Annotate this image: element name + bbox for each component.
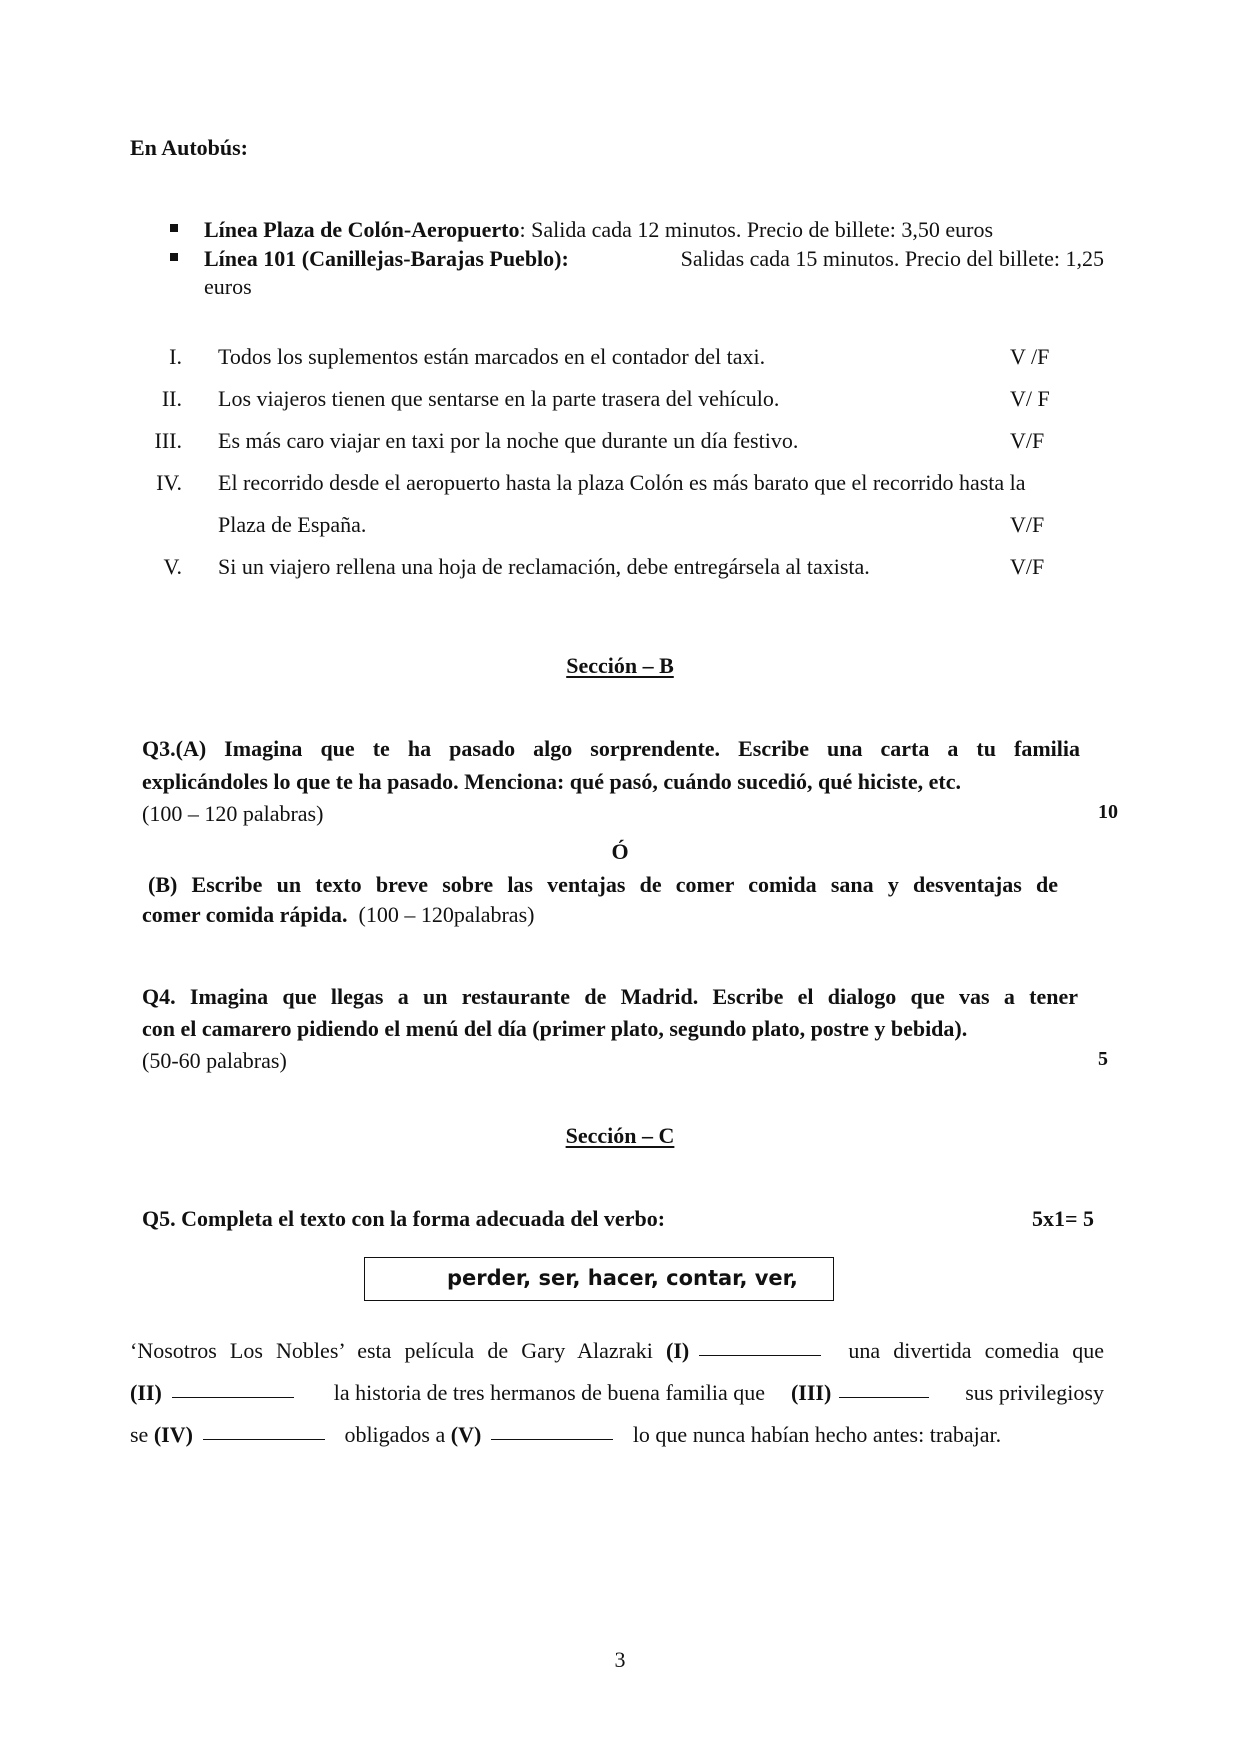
verb-word-box [364,1257,834,1301]
cloze-text: una divertida comedia que [848,1338,1105,1363]
bus-line-2 [204,246,1104,272]
blank-4[interactable] [203,1438,325,1440]
q3a-word-count: (100 – 120 palabras) [142,801,324,826]
verb-list: perder, ser, hacer, contar, ver, [447,1266,798,1290]
blank-1[interactable] [699,1354,821,1356]
cloze-line-3 [130,1422,1001,1448]
blank-2[interactable] [172,1396,294,1398]
statement-text: El recorrido desde el aeropuerto hasta la plaza Colón es más barato que el recorrido hasta la [218,470,1026,495]
q3b-line-1: (B) Escribe un texto breve sobre las ventajas de comer comida sana y desventajas de [148,872,1058,897]
cloze-text: ‘Nosotros Los Nobles’ esta película de Gary Alazraki [130,1338,653,1363]
q5-marks: 5x1= 5 [1032,1206,1095,1231]
statement-text: Todos los suplementos están marcados en el contador del taxi. [218,344,766,369]
q4-word-count: (50-60 palabras) [142,1048,287,1073]
q3a-line-1: Q3.(A) Imagina que te ha pasado algo sorprendente. Escribe una carta a tu familia [142,736,1080,761]
cloze-text: sus privilegiosy [965,1380,1104,1405]
true-false-option: V/F [1010,554,1045,579]
page-number: 3 [614,1647,626,1672]
bus-line-1-name: Línea Plaza de Colón-Aeropuerto [204,217,520,242]
bus-line-2-name: Línea 101 (Canillejas-Barajas Pueblo): [204,246,569,271]
statement-number: V. [163,554,182,579]
true-false-option: V/ F [1010,386,1050,411]
true-false-option: V/F [1010,512,1045,537]
q3b-line-2 [142,902,534,928]
statement-number: II. [161,386,182,411]
blank-3[interactable] [839,1396,929,1398]
q4-marks: 5 [1098,1048,1108,1070]
bus-line-2-desc: Salidas cada 15 minutos. Precio del billete: 1,25 [680,246,1104,271]
q5-instruction: Q5. Completa el texto con la forma adecuada del verbo: [142,1206,666,1231]
statement-number: III. [154,428,182,453]
q4-line-1: Q4. Imagina que llegas a un restaurante de Madrid. Escribe el dialogo que vas a tener [142,984,1078,1009]
statement-text: Es más caro viajar en taxi por la noche que durante un día festivo. [218,428,799,453]
statement-number: I. [169,344,182,369]
section-b-title: Sección – B [566,653,674,678]
bus-line-1 [204,217,993,243]
bullet-icon [170,253,178,261]
statement-number: IV. [156,470,182,495]
cloze-text: se [130,1422,149,1447]
blank-5[interactable] [491,1438,613,1440]
blank-marker-5: (V) [450,1422,482,1447]
true-false-option: V /F [1010,344,1050,369]
bus-line-2-cont: euros [204,274,252,299]
bus-heading: En Autobús: [130,135,249,160]
blank-marker-1: (I) [666,1338,690,1363]
or-separator: Ó [611,839,629,864]
cloze-line-1 [130,1338,1104,1364]
cloze-text: la historia de tres hermanos de buena familia que [333,1380,766,1405]
section-c-title: Sección – C [565,1123,675,1148]
blank-marker-3: (III) [790,1380,832,1405]
bus-line-1-desc: Salida cada 12 minutos. Precio de billete: 3,50 euros [525,217,994,242]
cloze-line-2 [130,1380,1104,1406]
blank-marker-4: (IV) [153,1422,193,1447]
cloze-text: obligados a [344,1422,446,1447]
q3a-line-2: explicándoles lo que te ha pasado. Menciona: qué pasó, cuándo sucedió, qué hiciste, etc. [142,769,961,794]
q4-line-2: con el camarero pidiendo el menú del día (primer plato, segundo plato, postre y bebida). [142,1016,968,1041]
q3b-line-2-bold: comer comida rápida. [142,902,348,927]
true-false-option: V/F [1010,428,1045,453]
q3b-word-count: (100 – 120palabras) [358,902,535,927]
cloze-text: lo que nunca habían hecho antes: trabajar. [632,1422,1002,1447]
statement-text: Los viajeros tienen que sentarse en la parte trasera del vehículo. [218,386,780,411]
statement-text: Si un viajero rellena una hoja de reclamación, debe entregársela al taxista. [218,554,870,579]
q3-marks: 10 [1098,801,1118,823]
bullet-icon [170,224,178,232]
blank-marker-2: (II) [130,1380,162,1405]
statement-text-cont: Plaza de España. [218,512,367,537]
bus-line-1-sep: : [519,217,526,242]
